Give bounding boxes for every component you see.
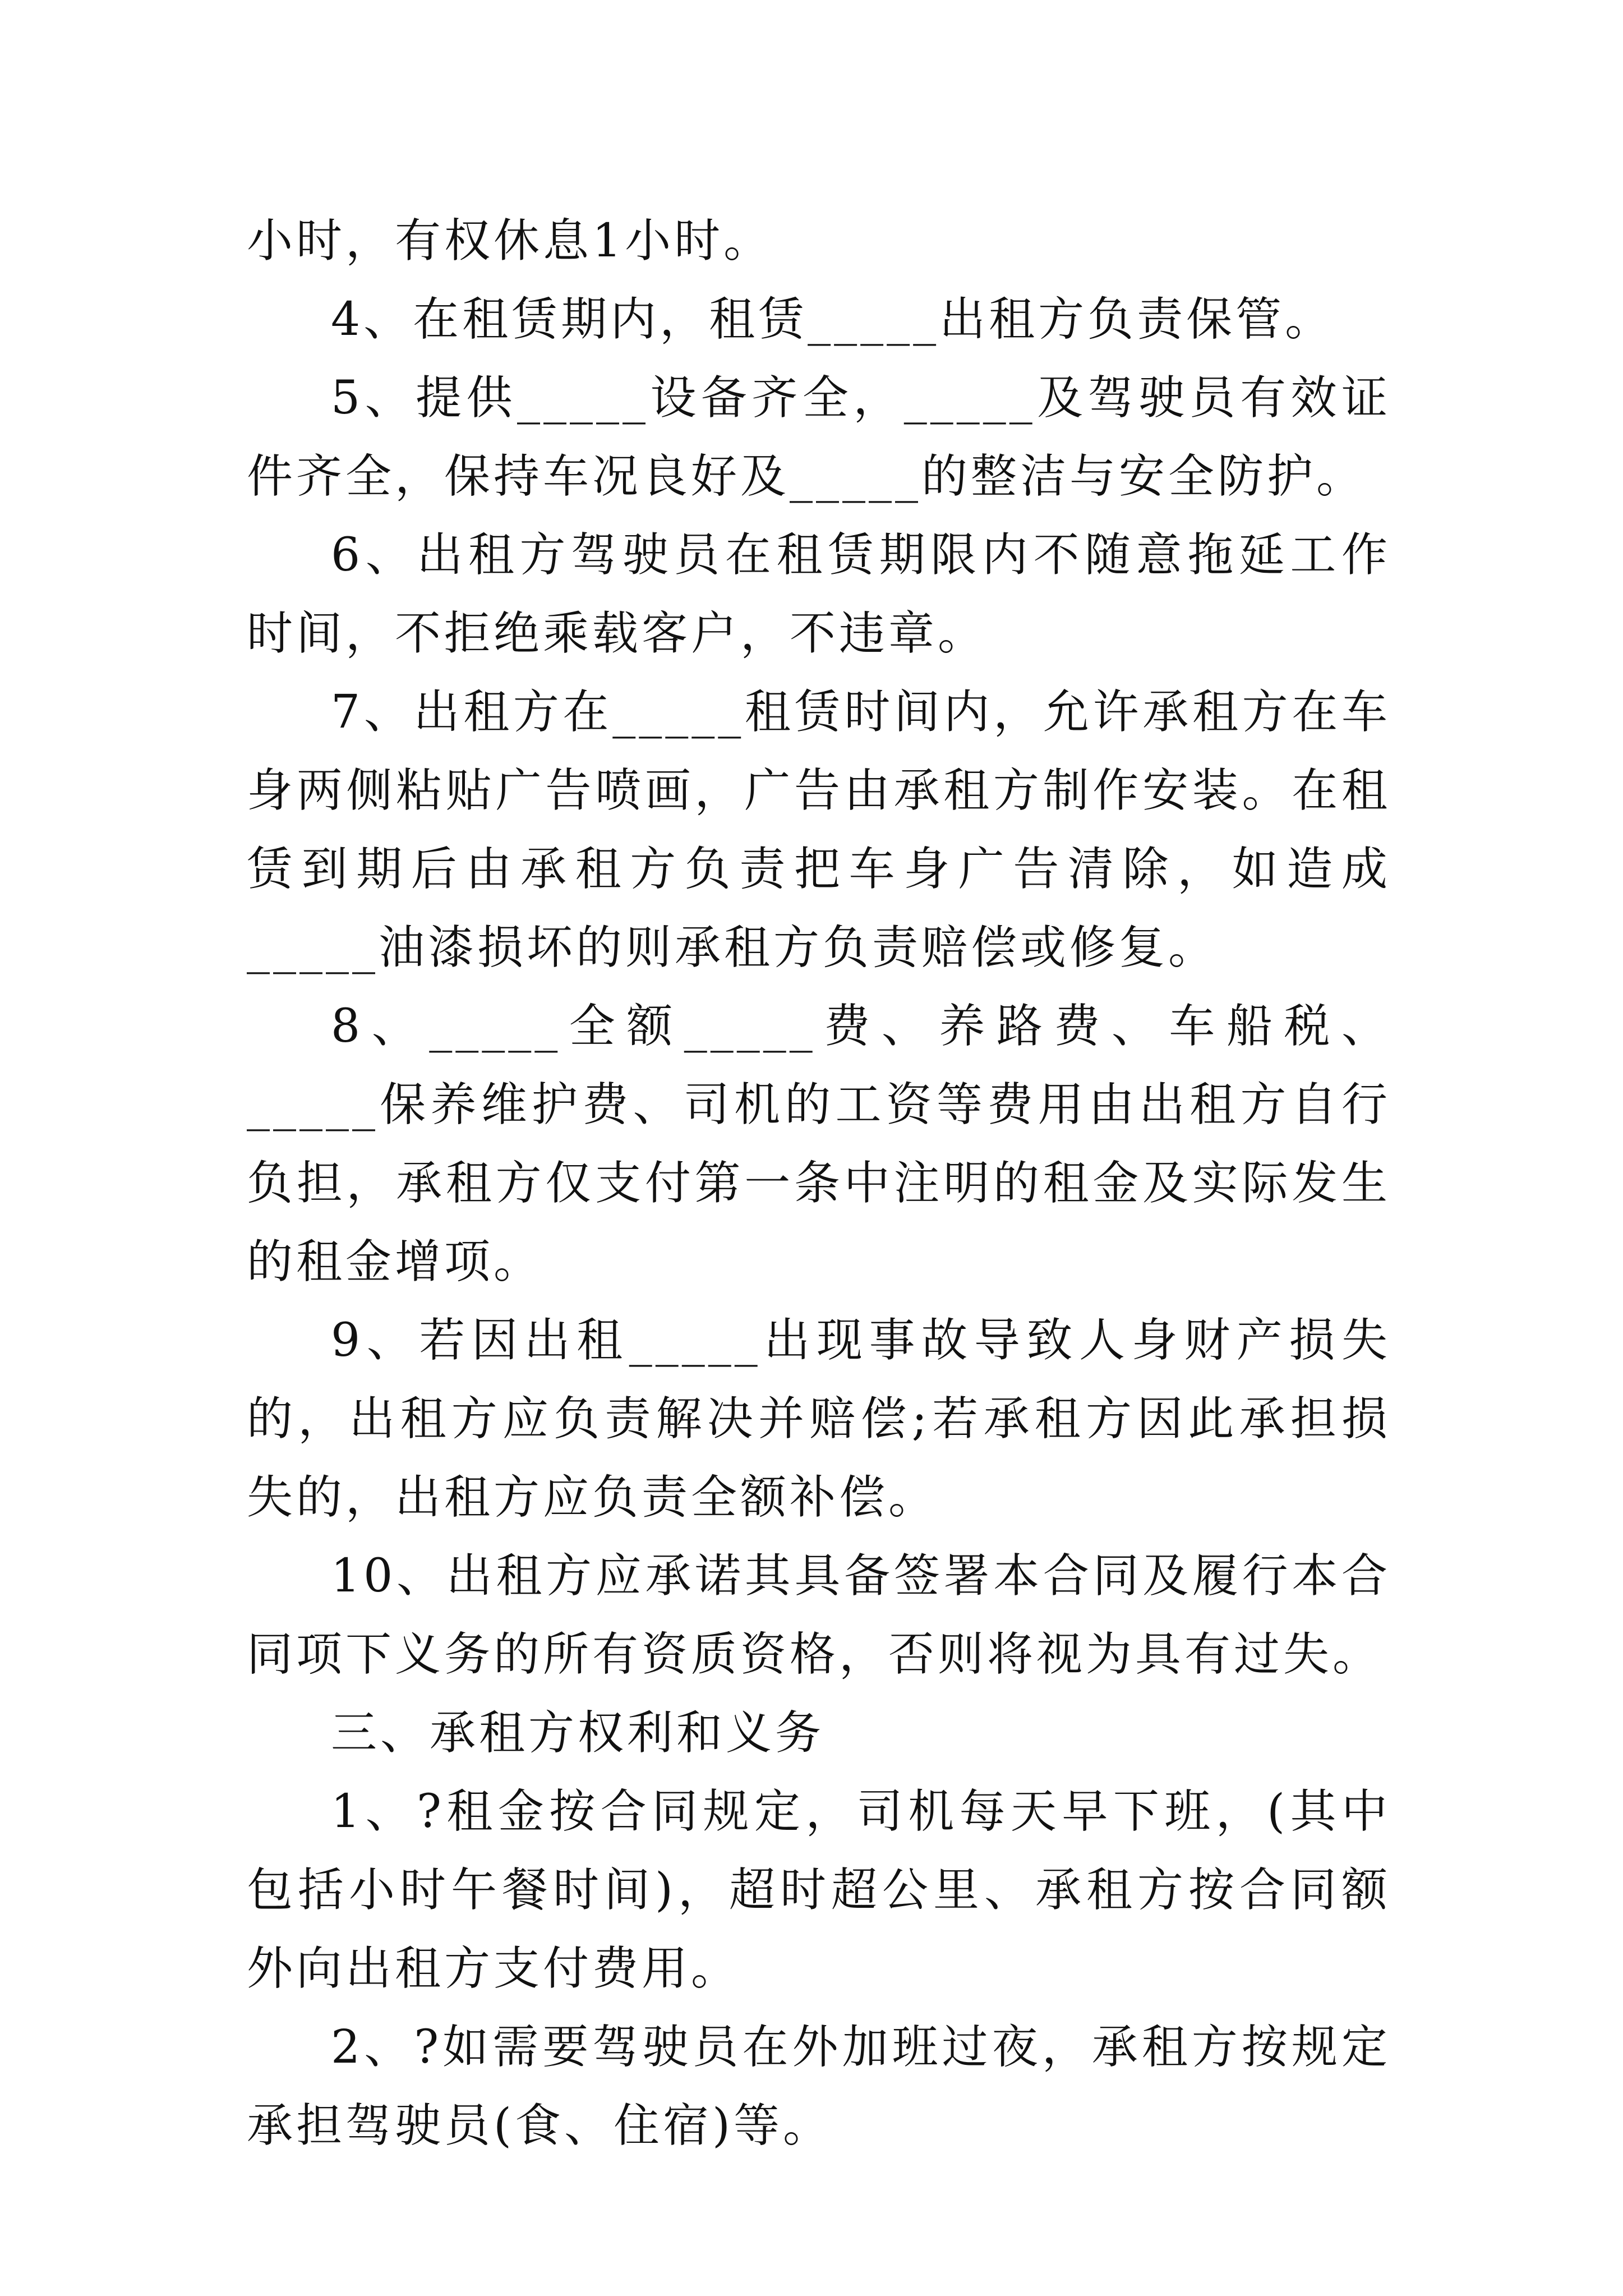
paragraph-item-6: 6、出租方驾驶员在租赁期限内不随意拖延工作时间，不拒绝乘载客户，不违章。 [247, 528, 1391, 660]
paragraph-item-10: 10、出租方应承诺其具备签署本合同及履行本合同项下义务的所有资质资格，否则将视为具有过失。 [247, 1549, 1391, 1681]
paragraph-item-7: 7、出租方在_____租赁时间内，允许承租方在车身两侧粘贴广告喷画，广告由承租方制作安装。在租赁到期后由承租方负责把车身广告清除，如造成_____油漆损坏的则承租方负责赔偿或修复。 [247, 685, 1391, 974]
paragraph-item-9: 9、若因出租_____出现事故导致人身财产损失的，出租方应负责解决并赔偿;若承租方因此承担损失的，出租方应负责全额补偿。 [247, 1314, 1391, 1524]
document-body [247, 202, 1391, 2165]
paragraph-item-8: 8、_____全额_____费、养路费、车船税、_____保养维护费、司机的工资等费用由出租方自行负担，承租方仅支付第一条中注明的租金及实际发生的租金增项。 [247, 1000, 1391, 1289]
paragraph-item-4: 4、在租赁期内，租赁_____出租方负责保管。 [331, 293, 1335, 346]
section-heading-lessee-rights: 三、承租方权利和义务 [331, 1706, 825, 1760]
paragraph-lessee-item-1: 1、?租金按合同规定，司机每天早下班，(其中包括小时午餐时间)，超时超公里、承租方按合同额外向出租方支付费用。 [247, 1785, 1391, 1995]
paragraph-continuation: 小时，有权休息1小时。 [247, 214, 773, 268]
paragraph-item-5: 5、提供_____设备齐全，_____及驾驶员有效证件齐全，保持车况良好及_____的整洁与安全防护。 [247, 371, 1391, 503]
paragraph-lessee-item-2: 2、?如需要驾驶员在外加班过夜，承租方按规定承担驾驶员(食、住宿)等。 [247, 2021, 1391, 2152]
